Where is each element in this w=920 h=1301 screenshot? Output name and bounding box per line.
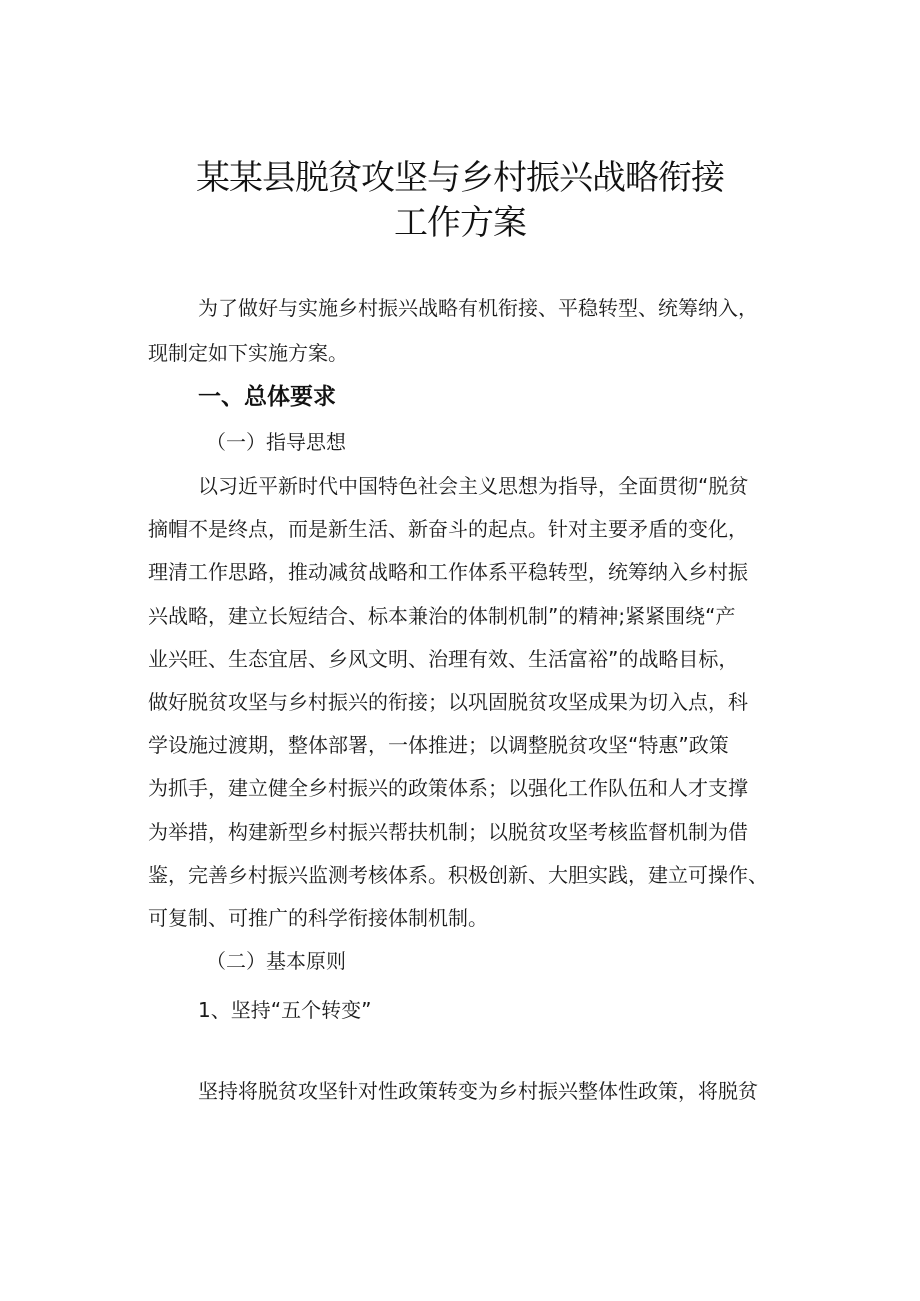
item-body-line-1: 坚持将脱贫攻坚针对性政策转变为乡村振兴整体性政策，将脱贫 (198, 1079, 758, 1103)
guiding-line-11: 可复制、可推广的科学衔接体制机制。 (148, 906, 488, 930)
guiding-line-3: 理清工作思路，推动减贫战略和工作体系平稳转型，统筹纳入乡村振 (148, 560, 748, 584)
document-title-line-2: 工作方案 (394, 203, 526, 243)
guiding-line-7: 学设施过渡期，整体部署，一体推进；以调整脱贫攻坚“特惠”政策 (148, 733, 729, 757)
guiding-line-5: 业兴旺、生态宜居、乡风文明、治理有效、生活富裕”的战略目标， (148, 647, 739, 671)
guiding-line-9: 为举措，构建新型乡村振兴帮扶机制；以脱贫攻坚考核监督机制为借 (148, 820, 748, 844)
section-heading-general-requirements: 一、总体要求 (198, 384, 336, 410)
guiding-line-8: 为抓手，建立健全乡村振兴的政策体系；以强化工作队伍和人才支撑 (148, 776, 748, 800)
subsection-heading-basic-principles: （二）基本原则 (206, 949, 346, 973)
item-heading-five-transformations: 1、坚持“五个转变” (198, 998, 372, 1022)
intro-line-2: 现制定如下实施方案。 (148, 341, 348, 365)
guiding-line-6: 做好脱贫攻坚与乡村振兴的衔接；以巩固脱贫攻坚成果为切入点，科 (148, 690, 748, 714)
guiding-line-1: 以习近平新时代中国特色社会主义思想为指导，全面贯彻“脱贫 (198, 474, 749, 498)
guiding-line-4: 兴战略，建立长短结合、标本兼治的体制机制”的精神;紧紧围绕“产 (148, 604, 736, 628)
intro-line-1: 为了做好与实施乡村振兴战略有机衔接、平稳转型、统筹纳入， (198, 296, 758, 320)
document-title-line-1: 某某县脱贫攻坚与乡村振兴战略衔接 (196, 158, 724, 198)
guiding-line-10: 鉴，完善乡村振兴监测考核体系。积极创新、大胆实践，建立可操作、 (148, 863, 768, 887)
subsection-heading-guiding-ideology: （一）指导思想 (206, 430, 346, 454)
guiding-line-2: 摘帽不是终点，而是新生活、新奋斗的起点。针对主要矛盾的变化， (148, 517, 748, 541)
